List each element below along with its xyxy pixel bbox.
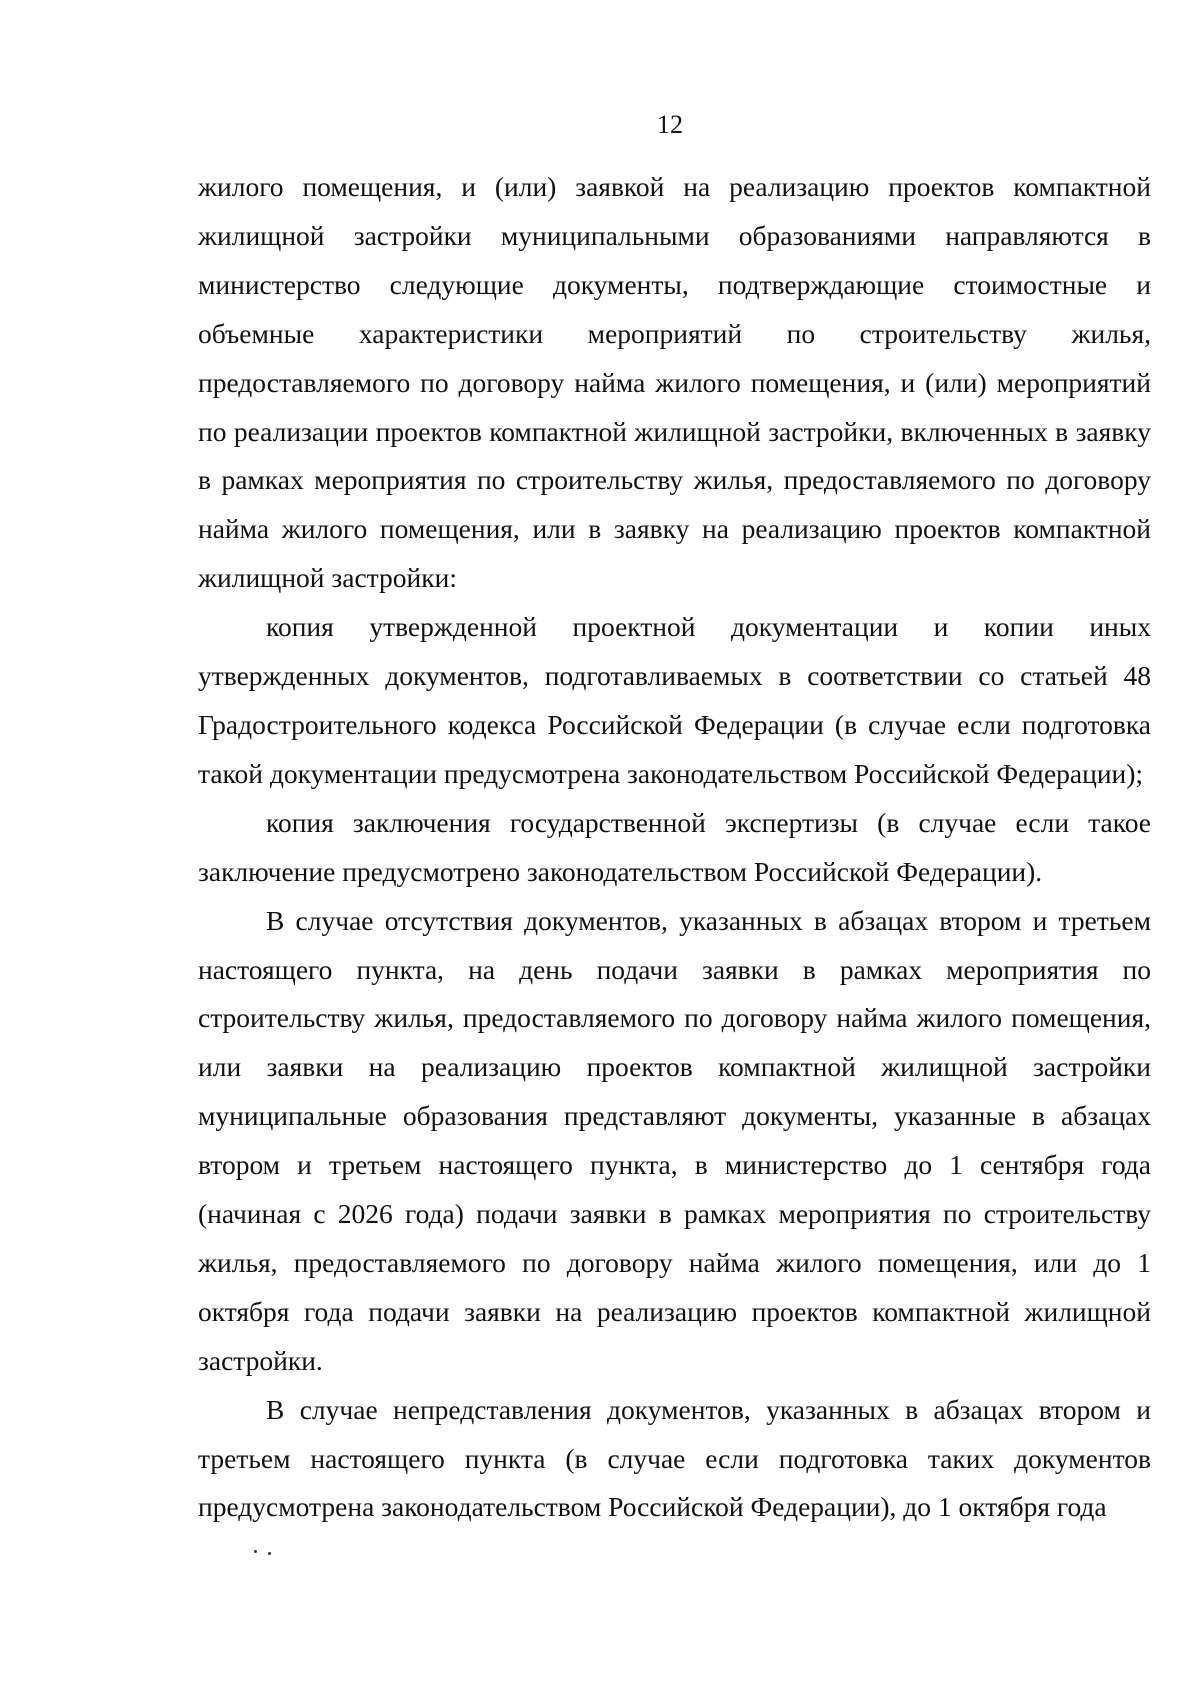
paragraph-project-documentation: копия утвержденной проектной документации и копии иных утвержденных документов, подготавливаемых в соответствии со статьей 48 Градостроительного кодекса Российской Федерации (в случае если подготовка такой документации предусмотрена законодательством Российской Федерации); [198, 611, 1151, 789]
paragraph-absence-of-documents: В случае отсутствия документов, указанных в абзацах втором и третьем настоящего пункта, на день подачи заявки в рамках мероприятия по строительству жилья, предоставляемого по договору найма жилого помещения, или заявки на реализацию проектов компактной жилищной застройки муниципальные образования представляют документы, указанные в абзацах втором и третьем настоящего пункта, в министерство до 1 сентября года (начиная с 2026 года) подачи заявки в рамках мероприятия по строительству жилья, предоставляемого по договору найма жилого помещения, или до 1 октября года подачи заявки на реализацию проектов компактной жилищной застройки. [198, 904, 1151, 1376]
paragraph-continuation: жилого помещения, и (или) заявкой на реализацию проектов компактной жилищной застройки муниципальными образованиями направляются в министерство следующие документы, подтверждающие стоимостные и объемные характеристики мероприятий по строительству жилья, предоставляемого по договору найма жилого помещения, и (или) мероприятий по реализации проектов компактной жилищной застройки, включенных в заявку в рамках мероприятия по строительству жилья, предоставляемого по договору найма жилого помещения, или в заявку на реализацию проектов компактной жилищной застройки: [198, 171, 1151, 594]
document-body [198, 163, 1151, 1532]
paragraph-expertise-conclusion: копия заключения государственной экспертизы (в случае если такое заключение предусмотрено законодательством Российской Федерации). [198, 806, 1151, 887]
scan-artifact [250, 1548, 280, 1558]
page-number: 12 [657, 110, 683, 139]
paragraph-non-submission: В случае непредставления документов, указанных в абзацах втором и третьем настоящего пункта (в случае если подготовка таких документов предусмотрена законодательством Российской Федерации), до 1 октября года [198, 1393, 1151, 1523]
